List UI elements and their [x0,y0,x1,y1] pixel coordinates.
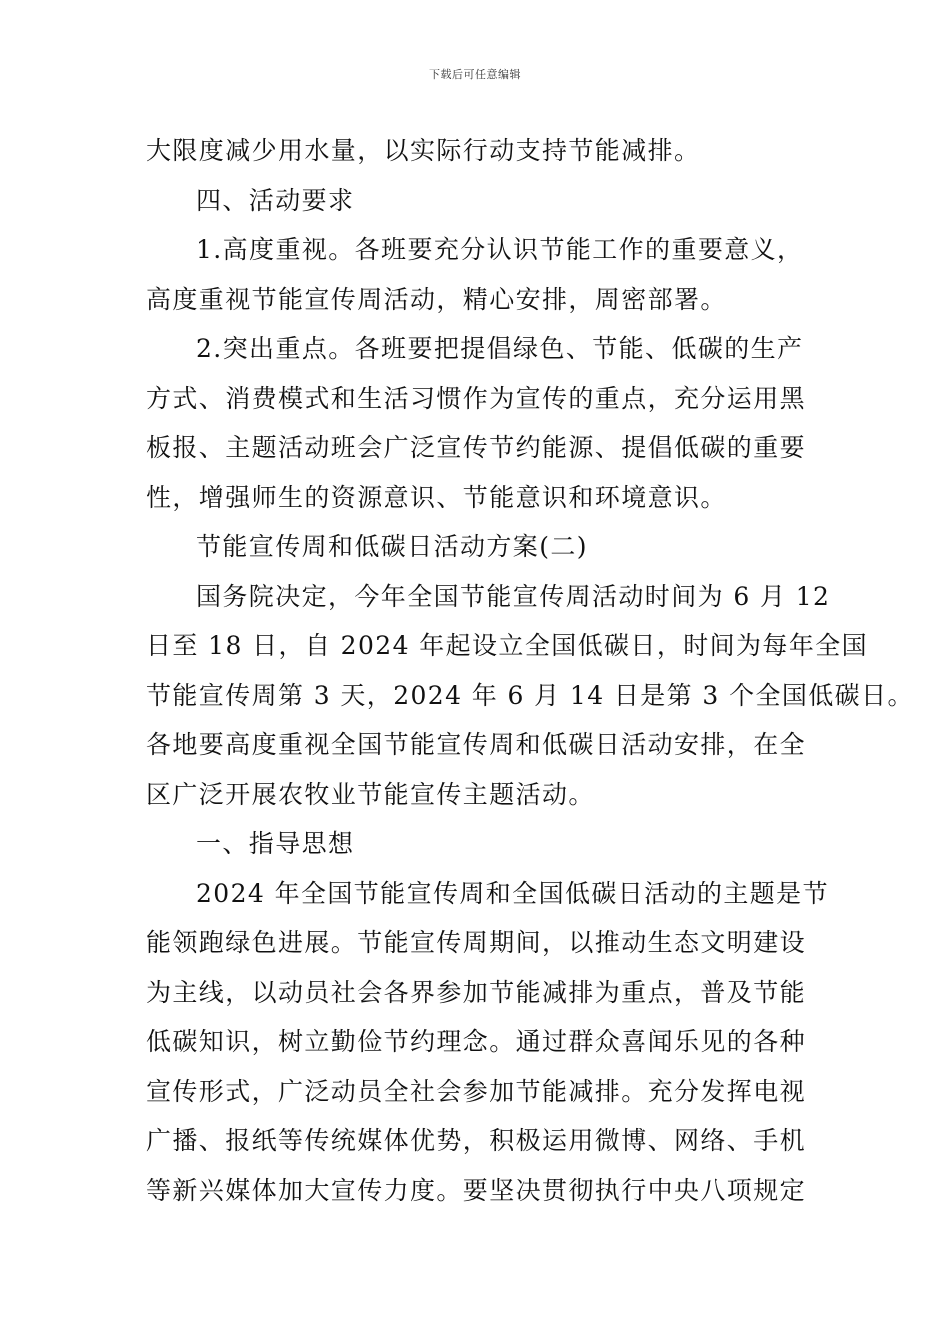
text-line: 各地要高度重视全国节能宣传周和低碳日活动安排，在全 [146,730,807,759]
text-line: 2.突出重点。各班要把提倡绿色、节能、低碳的生产 [196,334,804,363]
text-line: 国务院决定，今年全国节能宣传周活动时间为 6 月 12 [196,581,831,611]
section-heading: 一、指导思想 [196,829,355,858]
text-line: 节能宣传周第 3 天，2024 年 6 月 14 日是第 3 个全国低碳日。 [146,680,914,710]
section-heading: 四、活动要求 [196,185,355,215]
text-line: 宣传形式，广泛动员全社会参加节能减排。充分发挥电视 [146,1076,807,1106]
text-line: 板报、主题活动班会广泛宣传节约能源、提倡低碳的重要 [146,433,807,462]
text-line: 高度重视节能宣传周活动，精心安排，周密部署。 [146,284,727,314]
text-line: 等新兴媒体加大宣传力度。要坚决贯彻执行中央八项规定 [146,1175,807,1205]
text-line: 为主线，以动员社会各界参加节能减排为重点，普及节能 [146,977,807,1007]
text-line: 广播、报纸等传统媒体优势，积极运用微博、网络、手机 [146,1126,807,1155]
text-line: 低碳知识，树立勤俭节约理念。通过群众喜闻乐见的各种 [146,1027,807,1056]
text-line: 日至 18 日，自 2024 年起设立全国低碳日，时间为每年全国 [146,631,869,660]
document-body [146,126,914,1215]
text-line: 1.高度重视。各班要充分认识节能工作的重要意义， [196,235,804,264]
text-line: 性，增强师生的资源意识、节能意识和环境意识。 [146,482,727,512]
text-line: 方式、消费模式和生活习惯作为宣传的重点，充分运用黑 [146,383,807,413]
page-header-note: 下载后可任意编辑 [429,68,521,81]
text-line: 大限度减少用水量，以实际行动支持节能减排。 [146,136,701,165]
document-title: 节能宣传周和低碳日活动方案(二) [196,532,588,561]
text-line: 区广泛开展农牧业节能宣传主题活动。 [146,779,595,809]
text-line: 能领跑绿色进展。节能宣传周期间，以推动生态文明建设 [146,928,807,957]
text-line: 2024 年全国节能宣传周和全国低碳日活动的主题是节 [196,878,829,908]
